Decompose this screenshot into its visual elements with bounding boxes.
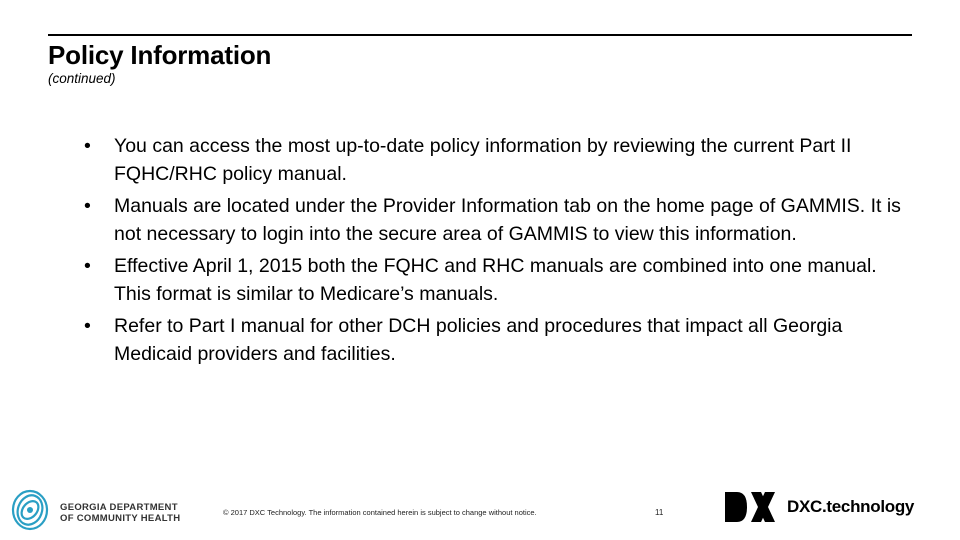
title-rule	[48, 34, 912, 36]
gdch-line2: OF COMMUNITY HEALTH	[60, 513, 181, 524]
page-number: 11	[655, 508, 664, 517]
gdch-wordmark	[60, 502, 180, 524]
bullet-text: Refer to Part I manual for other DCH policies and procedures that impact all Georgia Medicaid providers and facilities.	[114, 315, 843, 365]
bullet-item	[84, 132, 904, 188]
footer-copyright: © 2017 DXC Technology. The information contained herein is subject to change without notice.	[223, 508, 537, 517]
bullet-item	[84, 312, 904, 368]
bullet-text: Manuals are located under the Provider Information tab on the home page of GAMMIS. It is not necessary to login into the secure area of GAMMIS to view this information.	[114, 195, 901, 245]
page-subtitle: (continued)	[48, 71, 116, 86]
dxc-logo-icon	[725, 490, 775, 524]
gdch-swirl-icon	[10, 488, 50, 532]
page-title: Policy Information	[48, 40, 272, 70]
gdch-line1: GEORGIA DEPARTMENT	[60, 502, 178, 513]
bullet-dot: •	[84, 255, 91, 277]
bullet-list	[84, 132, 904, 372]
bullet-text: You can access the most up-to-date policy information by reviewing the current Part II FQHC/RHC policy manual.	[114, 135, 852, 185]
dxc-wordmark: DXC.technology	[787, 497, 915, 516]
bullet-dot: •	[84, 135, 91, 157]
bullet-dot: •	[84, 195, 91, 217]
bullet-text: Effective April 1, 2015 both the FQHC and RHC manuals are combined into one manual. This format is similar to Medicare’s manuals.	[114, 255, 877, 305]
bullet-item	[84, 252, 904, 308]
bullet-dot: •	[84, 315, 91, 337]
bullet-item	[84, 192, 904, 248]
